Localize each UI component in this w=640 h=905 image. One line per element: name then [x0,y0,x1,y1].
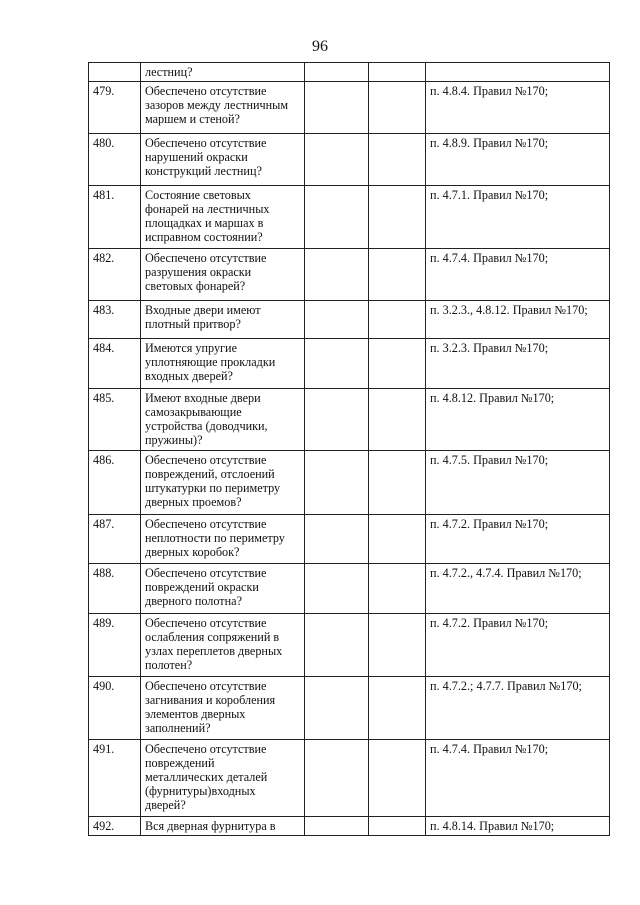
continuation-row [89,63,610,82]
row-question: Имеются упругие уплотняющие прокладки входных дверей? [141,339,305,389]
checklist-table [88,62,610,836]
row-number: 480. [89,134,141,186]
row-empty-cell [305,564,369,614]
table-row [89,339,610,389]
row-question: Обеспечено отсутствие разрушения окраски световых фонарей? [141,249,305,301]
row-number: 484. [89,339,141,389]
row-number: 485. [89,389,141,451]
row-number: 490. [89,677,141,740]
table-row [89,515,610,564]
row-reference: п. 4.8.9. Правил №170; [426,134,610,186]
table-row [89,134,610,186]
row-number: 486. [89,451,141,515]
row-reference: п. 4.7.1. Правил №170; [426,186,610,249]
row-empty-cell [305,186,369,249]
row-reference: п. 4.7.2.; 4.7.7. Правил №170; [426,677,610,740]
row-reference: п. 4.8.12. Правил №170; [426,389,610,451]
page-number: 96 [312,38,328,55]
continuation-text: лестниц? [141,63,305,82]
row-empty-cell [305,817,369,836]
table-row [89,389,610,451]
row-reference: п. 3.2.3., 4.8.12. Правил №170; [426,301,610,339]
table-row [89,249,610,301]
row-reference: п. 4.7.2. Правил №170; [426,515,610,564]
row-number: 487. [89,515,141,564]
row-question: Обеспечено отсутствие повреждений, отслоений штукатурки по периметру дверных проемов? [141,451,305,515]
row-reference: п. 4.7.2., 4.7.4. Правил №170; [426,564,610,614]
row-question: Вся дверная фурнитура в [141,817,305,836]
row-empty-cell [305,389,369,451]
row-empty-cell [305,134,369,186]
row-empty-cell [369,339,426,389]
row-question: Обеспечено отсутствие ослабления сопряжений в узлах переплетов дверных полотен? [141,614,305,677]
row-question: Обеспечено отсутствие зазоров между лестничным маршем и стеной? [141,82,305,134]
row-reference: п. 4.8.4. Правил №170; [426,82,610,134]
row-empty-cell [369,740,426,817]
row-number: 482. [89,249,141,301]
row-empty-cell [369,614,426,677]
table-row [89,301,610,339]
row-question: Обеспечено отсутствие нарушений окраски конструкций лестниц? [141,134,305,186]
table-row [89,614,610,677]
row-empty-cell [369,515,426,564]
table-row [89,451,610,515]
row-empty-cell [369,564,426,614]
row-empty-cell [369,301,426,339]
row-reference: п. 4.7.2. Правил №170; [426,614,610,677]
table-row [89,186,610,249]
table-row [89,677,610,740]
row-empty-cell [369,451,426,515]
row-empty-cell [305,82,369,134]
table-row [89,817,610,836]
row-question: Состояние световых фонарей на лестничных площадках и маршах в исправном состоянии? [141,186,305,249]
row-empty-cell [369,82,426,134]
row-empty-cell [305,515,369,564]
row-number: 491. [89,740,141,817]
row-reference: п. 4.7.4. Правил №170; [426,740,610,817]
row-question: Обеспечено отсутствие неплотности по периметру дверных коробок? [141,515,305,564]
row-question: Имеют входные двери самозакрывающие устройства (доводчики, пружины)? [141,389,305,451]
row-question: Входные двери имеют плотный притвор? [141,301,305,339]
row-empty-cell [305,740,369,817]
row-empty-cell [369,817,426,836]
row-empty-cell [369,389,426,451]
row-number: 492. [89,817,141,836]
table-row [89,564,610,614]
row-empty-cell [305,249,369,301]
row-empty-cell [305,451,369,515]
row-empty-cell [369,677,426,740]
row-question: Обеспечено отсутствие загнивания и коробления элементов дверных заполнений? [141,677,305,740]
row-reference: п. 4.7.5. Правил №170; [426,451,610,515]
row-question: Обеспечено отсутствие повреждений окраски дверного полотна? [141,564,305,614]
row-number: 483. [89,301,141,339]
row-empty-cell [305,339,369,389]
row-number: 479. [89,82,141,134]
row-empty-cell [369,134,426,186]
row-empty-cell [305,614,369,677]
row-question: Обеспечено отсутствие повреждений металлических деталей (фурнитуры)входных дверей? [141,740,305,817]
row-empty-cell [369,186,426,249]
row-empty-cell [369,249,426,301]
row-empty-cell [305,301,369,339]
row-reference: п. 4.7.4. Правил №170; [426,249,610,301]
row-reference: п. 3.2.3. Правил №170; [426,339,610,389]
table-row [89,82,610,134]
row-reference: п. 4.8.14. Правил №170; [426,817,610,836]
row-number: 488. [89,564,141,614]
table-row [89,740,610,817]
row-number: 489. [89,614,141,677]
row-empty-cell [305,677,369,740]
row-number: 481. [89,186,141,249]
